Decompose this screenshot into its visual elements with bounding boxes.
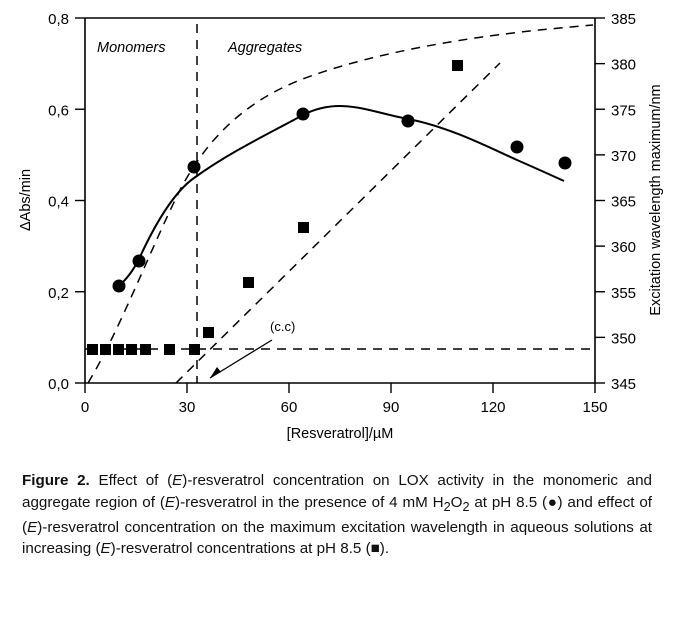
data-point-square — [100, 344, 111, 355]
data-point-circle — [297, 108, 310, 121]
right-tick-label: 365 — [611, 193, 637, 211]
left-axis-tick-labels — [48, 11, 69, 393]
data-point-square — [113, 344, 124, 355]
x-axis-tick-labels — [81, 399, 608, 416]
cc-arrow-head — [210, 367, 221, 378]
left-tick-label: 0,2 — [48, 284, 69, 302]
data-point-circle — [511, 141, 524, 154]
data-point-circle — [133, 255, 146, 268]
x-tick-label: 60 — [280, 399, 298, 416]
right-axis-ticks — [595, 18, 605, 383]
data-point-circle — [559, 157, 572, 170]
circle-series-connecting-curve — [119, 106, 564, 286]
left-tick-label: 0,6 — [48, 102, 69, 120]
right-tick-label: 385 — [611, 11, 637, 28]
figure-caption — [22, 470, 652, 560]
right-tick-label: 360 — [611, 239, 637, 257]
left-tick-label: 0,0 — [48, 376, 69, 393]
x-tick-label: 90 — [382, 399, 400, 416]
data-point-square — [164, 344, 175, 355]
figure-caption-text: Effect of (E)-resveratrol concentration on LOX activity in the monomeric and aggregate region of (E)-resveratrol in the presence of 4 mM $H_2O_2$ at pH 8.5 (●) and effect of (E)-resveratrol concentration on the maximum excitation wavelength in aqueous solutions at increasing (E)-resveratrol concentrations at pH 8.5 (■). — [22, 472, 653, 558]
right-tick-label: 375 — [611, 102, 637, 120]
circle-series-markers — [113, 108, 572, 293]
figure-label: Figure 2. — [22, 472, 90, 489]
left-axis-ticks — [75, 18, 85, 383]
data-point-square — [298, 222, 309, 233]
x-axis-title: [Resveratrol]/µM — [286, 426, 394, 442]
right-tick-label: 370 — [611, 147, 637, 165]
x-axis-ticks — [85, 383, 595, 393]
right-axis-tick-labels — [611, 11, 636, 393]
right-axis-title: Excitation wavelength maximum/nm — [648, 84, 664, 316]
right-tick-label: 350 — [611, 330, 637, 348]
right-tick-label: 355 — [611, 284, 637, 302]
circle-series-fit-curve — [88, 25, 593, 383]
data-point-square — [126, 344, 137, 355]
x-tick-label: 150 — [582, 399, 608, 416]
data-point-square — [203, 327, 214, 338]
right-tick-label: 380 — [611, 56, 637, 74]
annotation-monomers: Monomers — [97, 40, 166, 56]
data-point-circle — [113, 280, 126, 293]
annotation-aggregates: Aggregates — [228, 40, 303, 56]
data-point-circle — [188, 161, 201, 174]
square-series-fit-line — [176, 63, 500, 383]
data-point-square — [243, 277, 254, 288]
right-tick-label: 345 — [611, 376, 637, 393]
data-point-square — [189, 344, 200, 355]
square-series-markers — [87, 60, 463, 355]
data-point-square — [87, 344, 98, 355]
left-axis-title: ΔAbs/min — [18, 168, 34, 232]
data-point-square — [140, 344, 151, 355]
data-point-square — [452, 60, 463, 71]
x-tick-label: 120 — [480, 399, 506, 416]
x-tick-label: 30 — [178, 399, 196, 416]
left-tick-label: 0,4 — [48, 193, 69, 211]
x-tick-label: 0 — [80, 399, 90, 416]
annotation-cc: (c.c) — [270, 319, 296, 334]
data-point-circle — [402, 115, 415, 128]
left-tick-label: 0,8 — [48, 11, 69, 28]
